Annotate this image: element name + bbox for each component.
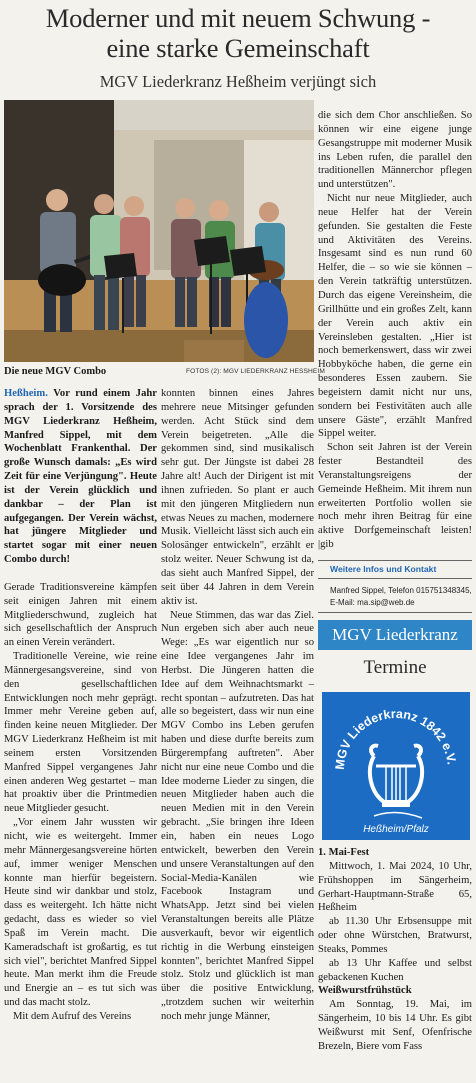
event-line: Mittwoch, 1. Mai 2024, 10 Uhr, Frühshoppen im Sängerheim, Gerhart-Hauptmann-Straße 65, Heßheim: [318, 860, 472, 914]
logo-bottom-text: Heßheim/Pfalz: [363, 824, 429, 835]
mgv-logo: [322, 692, 470, 840]
article-column-1: [4, 387, 157, 1079]
contact-email: E-Mail: ma.sip@web.de: [330, 598, 415, 607]
body-paragraph: Neue Stimmen, das war das Ziel. Nun ergeben sich aber auch neue Wege: „Es war eigentlich nur so eine Idee vergangenes Jahr im Herbst. Die Jüngeren hatten die Idee auf dem Weihnachtsmarkt – recht spontan – aufzutreten. Das hat alle so begeistert, dass wir nun eine MGV Combo ins Leben gerufen haben und diese durfte bereits zum Bürgerempfang auftreten". Aber nicht nur eine neue Combo und die Idee moderne Lieder zu singen, die neuen Mitglieder haben auch die neuen Medien mit in den Verein gebracht. „Sie bringen ihre Ideen ein, haben ein neues Logo entwickelt, bewerben den Verein und unsere Veranstaltungen auf den Social-Media-Kanälen wie Facebook Instagram und WhatsApp. Jetzt sind bei vielen Veranstaltungen bereits alle Plätze ausverkauft, bevor wir eigentlich richtig in die Werbung einsteigen konnten", berichtet Manfred Sippel stolz. Stolz und glücklich ist man über die positive Entwicklung, „trotzdem suchen wir weiterhin noch mehr junge Männer,: [161, 609, 314, 1022]
headline-line-1: Moderner und mit neuem Schwung -: [45, 3, 431, 33]
intro-text: Vor rund einem Jahr sprach der 1. Vorsitzende des MGV Liederkranz Heßheim, Manfred Sippel, mit dem Wochenblatt Frankenthal. Der große Wunsch damals: „Es wird Zeit für eine Verjüngung". Heute ist der Verein glücklich und dankbar – der Plan ist aufgegangen. Der Verein wächst, hat jüngere Mitglieder und startet sogar mit einer neuen Combo durch!: [4, 388, 157, 566]
intro-place: Heßheim.: [4, 388, 48, 399]
body-paragraph: Schon seit Jahren ist der Verein fester Bestandteil des Veranstaltungsreigens der Gemeinde Heßheim. Mit ihrem nun erweiterten Portfolio wollen sie noch mehr ihren Beitrag für eine aktive Dorfgemeinschaft leisten! |gib: [318, 442, 472, 551]
body-paragraph: Nicht nur neue Mitglieder, auch neue Helfer hat der Verein gefunden. Sie gestalten die Feste und Aktivitäten des Vereins. Insgesamt sind es nun rund 60 Helfer, die – so wie sie können – den Verein tatkräftig unterstützen. Durch das eigene Vereinsheim, die Grillhütte und ein großes Zelt, kann der Verein auch aktiv ein Vereinsleben gestalten. „Hier ist noch bemerkenswert, dass wir zwei Hobbyköche haben, die gerne ein besonderes Essen zaubern. Sie begeistern damit nicht nur uns, sondern bei Festivitäten auch alle unsere Gäste", erzählt Manfred Sippel weiter.: [318, 193, 472, 440]
article-column-2: [161, 387, 314, 1079]
event-line: ab 11.30 Uhr Erbsensuppe mit oder ohne Würstchen, Bratwurst, Steaks, Pommes: [318, 916, 472, 955]
photo-credit: FOTOS (2): MGV LIEDERKRANZ HESSHEIM: [186, 368, 325, 375]
body-paragraph: die sich dem Chor anschließen. So können wir eine eigene junge Gesangstruppe mit moderner Musik ins Leben rufen, die parallel den traditionellen Männerchor pflegen und unterstützen".: [318, 110, 472, 191]
event-line: Am Sonntag, 19. Mai, im Sängerheim, 10 bis 14 Uhr. Es gibt Weißwurst mit Senf, Ofenfrische Brezeln, Biere vom Fass: [318, 999, 472, 1052]
article-intro: [4, 387, 157, 567]
info-divider-bottom: [318, 612, 472, 613]
body-paragraph: Traditionelle Vereine, wie reine Männergesangsvereine, sind von den gesellschaftlichen Entwicklungen noch mehr geprägt. Immer mehr Vereine geben auf, finden keine neuen Mitglieder. Der MGV Liederkranz Heßheim ist mit seinem ersten Vorsitzenden Manfred Sippel vergangenes Jahr einen anderen Weg gestartet – man hat proaktiv über die Printmedien neue Mitglieder gesucht.: [4, 651, 157, 815]
article-subheadline: MGV Liederkranz Heßheim verjüngt sich: [99, 72, 377, 91]
body-paragraph: Mit dem Aufruf des Vereins: [13, 1010, 132, 1022]
body-paragraph: konnten binnen eines Jahres mehrere neue Mitsinger gefunden werden. Acht Stück sind dem Verein beigetreten. „Alle die gekommen sind, sind musikalisch sehr gut. Der Jüngste ist dabei 28 Jahre alt! Auch der Dirigent ist mit ihnen zufrieden. So plant er auch mit den jüngeren Mitgliedern nun etwas Neues zu machen, modernere Musik. Vielleicht lässt sich auch ein Solosänger entwickeln", erzählt er stolz weiter. Neuer Schwung ist da, das sieht auch Manfred Sippel, der seit über 44 Jahren in dem Verein aktiv ist.: [161, 388, 314, 607]
lyre-logo-graphic: [322, 692, 470, 840]
event-title: Weißwurstfrühstück: [318, 985, 412, 997]
termine-list: [318, 846, 472, 1054]
photo-caption: Die neue MGV Combo: [4, 366, 107, 377]
combo-photo: [4, 100, 314, 362]
event-line: ab 13 Uhr Kaffee und selbst gebackenen Kuchen: [318, 957, 472, 983]
sidebar-banner: MGV Liederkranz: [318, 620, 472, 650]
combo-photo-illustration: [4, 100, 314, 362]
info-divider-mid: [318, 578, 472, 579]
contact-phone: Manfred Sippel, Telefon 015751348345,: [330, 586, 472, 595]
logo-arc-textpath: MGV Liederkranz 1842 e.V.: [332, 706, 459, 771]
body-paragraph: Gerade Traditionsvereine kämpfen seit einigen Jahren mit einem Mitgliederschwund, zugleich hat sich gesellschaftlich der Anspruch an einen Verein verändert.: [4, 581, 157, 649]
article-headline: [0, 3, 476, 63]
info-heading: Weitere Infos und Kontakt: [330, 564, 437, 574]
article-column-3: [318, 109, 472, 559]
event-title: 1. Mai-Fest: [318, 847, 370, 858]
headline-line-2: eine starke Gemeinschaft: [106, 33, 370, 63]
info-divider-top: [318, 560, 472, 561]
termine-title: Termine: [363, 657, 427, 678]
body-paragraph: „Vor einem Jahr wussten wir nicht, wie es weitergeht. Immer mehr Männergesangsvereine hörten auf, immer weniger Menschen konnte man hierfür begeistern. Heute sind wir dankbar und stolz, dass es weitergeht. Ich hätte nicht gedacht, dass es wieder so viel Spaß im Verein macht. Die Kameradschaft ist großartig, es tut sich viel", berichtet Manfred Sippel heute. Man merkt ihm die Freude und Energie an – es tut sich was und das macht stolz.: [4, 817, 157, 1009]
